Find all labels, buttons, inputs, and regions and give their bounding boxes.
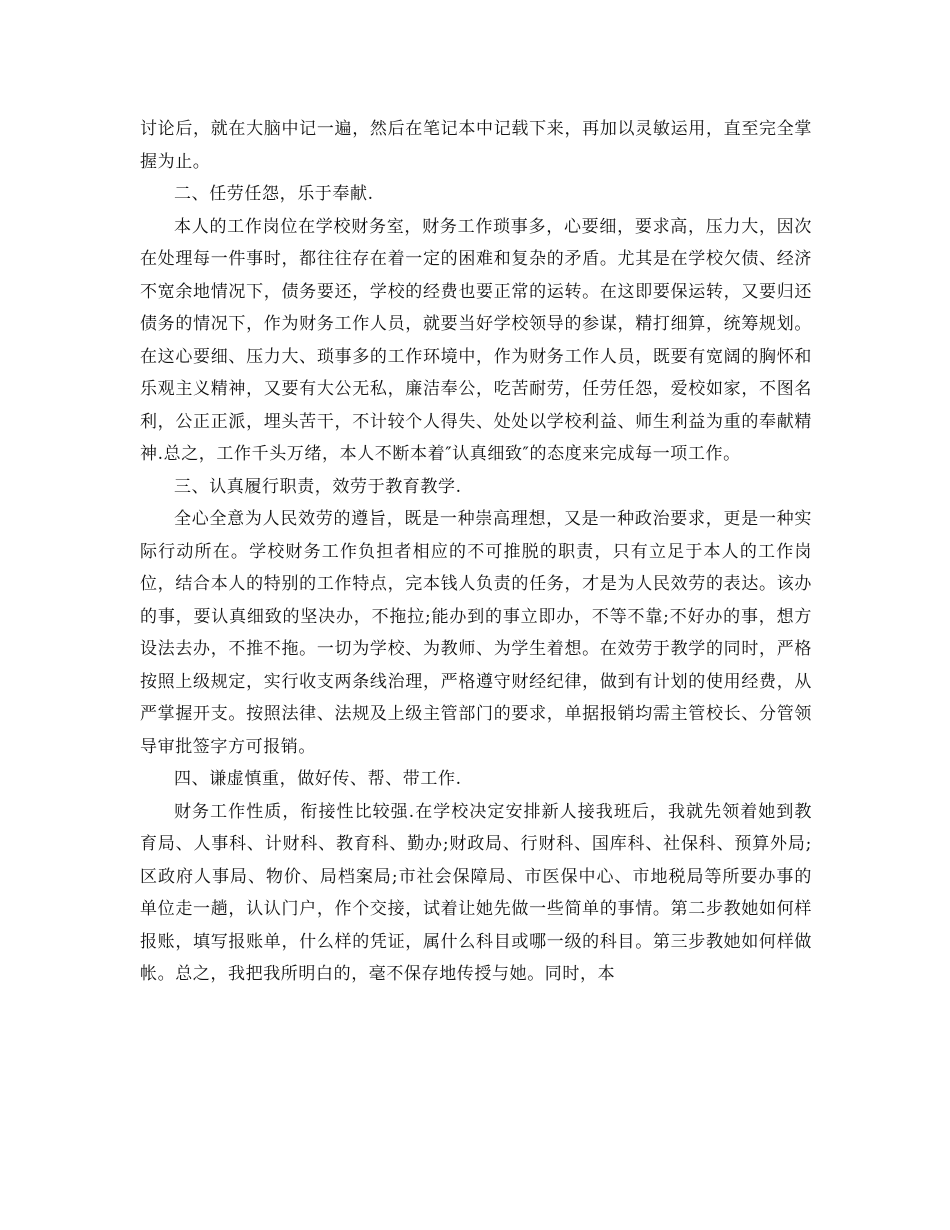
paragraph-section-3: 全心全意为人民效劳的遵旨，既是一种崇高理想，又是一种政治要求，更是一种实际行动所在。学校财务工作负担者相应的不可推脱的职责，只有立足于本人的工作岗位，结合本人的特别的工作特点，完本钱人负责的任务，才是为人民效劳的表达。该办的事，要认真细致的坚决办，不拖拉;能办到的事立即办，不等不靠;不好办的事，想方设法去办，不推不拖。一切为学校、为教师、为学生着想。在效劳于教学的同时，严格按照上级规定，实行收支两条线治理，严格遵守财经纪律，做到有计划的使用经费，从严掌握开支。按照法律、法规及上级主管部门的要求，单据报销均需主管校长、分管领导审批签字方可报销。 xyxy=(140,509,812,757)
section-heading-2: 二、任劳任怨，乐于奉献. xyxy=(174,184,374,204)
paragraph-continuation: 讨论后，就在大脑中记一遍，然后在笔记本中记载下来，再加以灵敏运用，直至完全掌握为止。 xyxy=(140,119,812,172)
paragraph-section-4: 财务工作性质，衔接性比较强.在学校决定安排新人接我班后，我就先领着她到教育局、人事科、计财科、教育科、勤办;财政局、行财科、国库科、社保科、预算外局;区政府人事局、物价、局档案局;市社会保障局、市医保中心、市地税局等所要办事的单位走一趟，认认门户，作个交接，试着让她先做一些简单的事情。第二步教她如何样报账，填写报账单，什么样的凭证，属什么科目或哪一级的科目。第三步教她如何样做帐。总之，我把我所明白的，毫不保存地传授与她。同时，本 xyxy=(140,801,812,984)
paragraph-section-2: 本人的工作岗位在学校财务室，财务工作琐事多，心要细，要求高，压力大，因次在处理每一件事时，都往往存在着一定的困难和复杂的矛盾。尤其是在学校欠债、经济不宽余地情况下，债务要还，学校的经费也要正常的运转。在这即要保运转，又要归还债务的情况下，作为财务工作人员，就要当好学校领导的参谋，精打细算，统筹规划。在这心要细、压力大、琐事多的工作环境中，作为财务工作人员，既要有宽阔的胸怀和乐观主义精神，又要有大公无私，廉洁奉公，吃苦耐劳，任劳任怨，爱校如家，不图名利，公正正派，埋头苦干，不计较个人得失、处处以学校利益、师生利益为重的奉献精神.总之，工作千头万绪，本人不断本着″认真细致″的态度来完成每一项工作。 xyxy=(140,216,812,464)
section-heading-4: 四、谦虚慎重，做好传、帮、带工作. xyxy=(174,769,462,789)
section-heading-3: 三、认真履行职责，效劳于教育教学. xyxy=(174,476,462,497)
document-body xyxy=(140,113,812,991)
